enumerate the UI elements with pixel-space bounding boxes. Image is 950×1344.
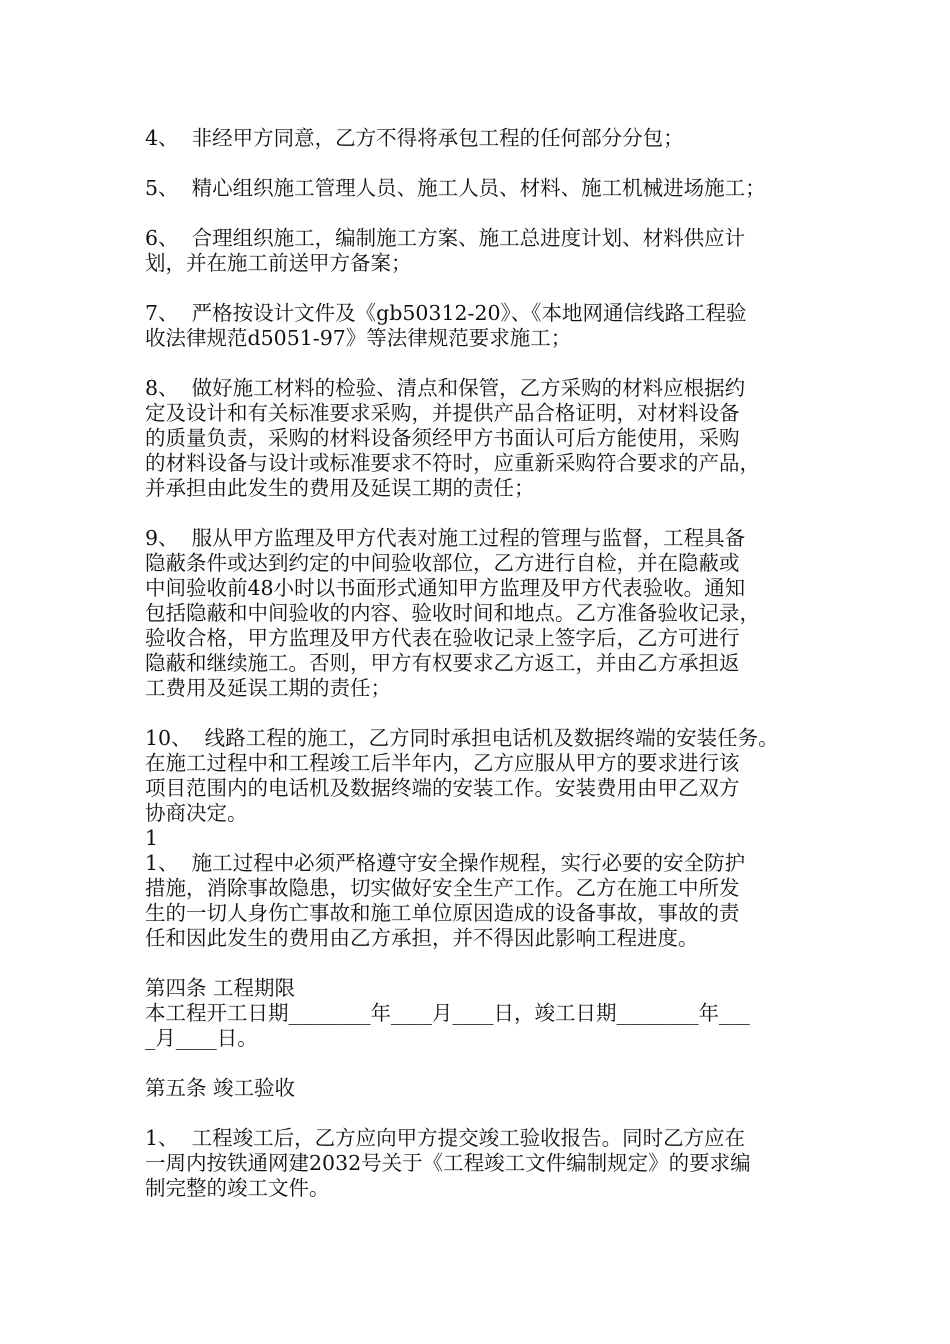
text-line: 4、 非经甲方同意，乙方不得将承包工程的任何部分分包； [145, 126, 684, 150]
text-line: 在施工过程中和工程竣工后半年内，乙方应服从甲方的要求进行该 [145, 751, 740, 775]
text-line: 7、 严格按设计文件及《gb50312-20》、《本地网通信线路工程验 [145, 301, 747, 325]
text-line: 中间验收前48小时以书面形式通知甲方监理及甲方代表验收。通知 [145, 576, 746, 600]
text-line: 1、 施工过程中必须严格遵守安全操作规程，实行必要的安全防护 [145, 851, 746, 875]
text-line: 1、 工程竣工后，乙方应向甲方提交竣工验收报告。同时乙方应在 [145, 1126, 746, 1150]
text-line: 生的一切人身伤亡事故和施工单位原因造成的设备事故，事故的责 [145, 901, 740, 925]
text-line: 验收合格，甲方监理及甲方代表在验收记录上签字后，乙方可进行 [145, 626, 740, 650]
section-heading: 第五条 竣工验收 [145, 1076, 296, 1100]
text-line: 8、 做好施工材料的检验、清点和保管，乙方采购的材料应根据约 [145, 376, 746, 400]
text-line: 本工程开工日期________年____月____日，竣工日期________年___ [145, 1001, 750, 1025]
text-line: 10、 线路工程的施工，乙方同时承担电话机及数据终端的安装任务。 [145, 726, 779, 750]
text-line: 协商决定。 [145, 801, 248, 825]
text-line: 并承担由此发生的费用及延误工期的责任； [145, 476, 535, 500]
text-line: 项目范围内的电话机及数据终端的安装工作。安装费用由甲乙双方 [145, 776, 740, 800]
text-line: 划，并在施工前送甲方备案； [145, 251, 412, 275]
section-heading: 第四条 工程期限 [145, 976, 296, 1000]
text-line: 隐蔽和继续施工。否则，甲方有权要求乙方返工，并由乙方承担返 [145, 651, 740, 675]
text-line: 的材料设备与设计或标准要求不符时，应重新采购符合要求的产品， [145, 451, 760, 475]
text-line: 9、 服从甲方监理及甲方代表对施工过程的管理与监督，工程具备 [145, 526, 746, 550]
text-line: 工费用及延误工期的责任； [145, 676, 391, 700]
text-line: 的质量负责，采购的材料设备须经甲方书面认可后方能使用，采购 [145, 426, 740, 450]
text-line: 制完整的竣工文件。 [145, 1176, 330, 1200]
text-line: 6、 合理组织施工，编制施工方案、施工总进度计划、材料供应计 [145, 226, 746, 250]
text-line: 收法律规范d5051-97》等法律规范要求施工； [145, 326, 572, 350]
text-line: 措施，消除事故隐患，切实做好安全生产工作。乙方在施工中所发 [145, 876, 740, 900]
text-line: 任和因此发生的费用由乙方承担，并不得因此影响工程进度。 [145, 926, 699, 950]
text-line: 5、 精心组织施工管理人员、施工人员、材料、施工机械进场施工； [145, 176, 766, 200]
text-line: 定及设计和有关标准要求采购，并提供产品合格证明，对材料设备 [145, 401, 740, 425]
text-line: 包括隐蔽和中间验收的内容、验收时间和地点。乙方准备验收记录， [145, 601, 760, 625]
text-line: 隐蔽条件或达到约定的中间验收部位，乙方进行自检，并在隐蔽或 [145, 551, 740, 575]
text-line: 一周内按铁通网建2032号关于《工程竣工文件编制规定》的要求编 [145, 1151, 751, 1175]
page-number: 1 [145, 826, 159, 850]
text-line: _月____日。 [145, 1026, 258, 1050]
